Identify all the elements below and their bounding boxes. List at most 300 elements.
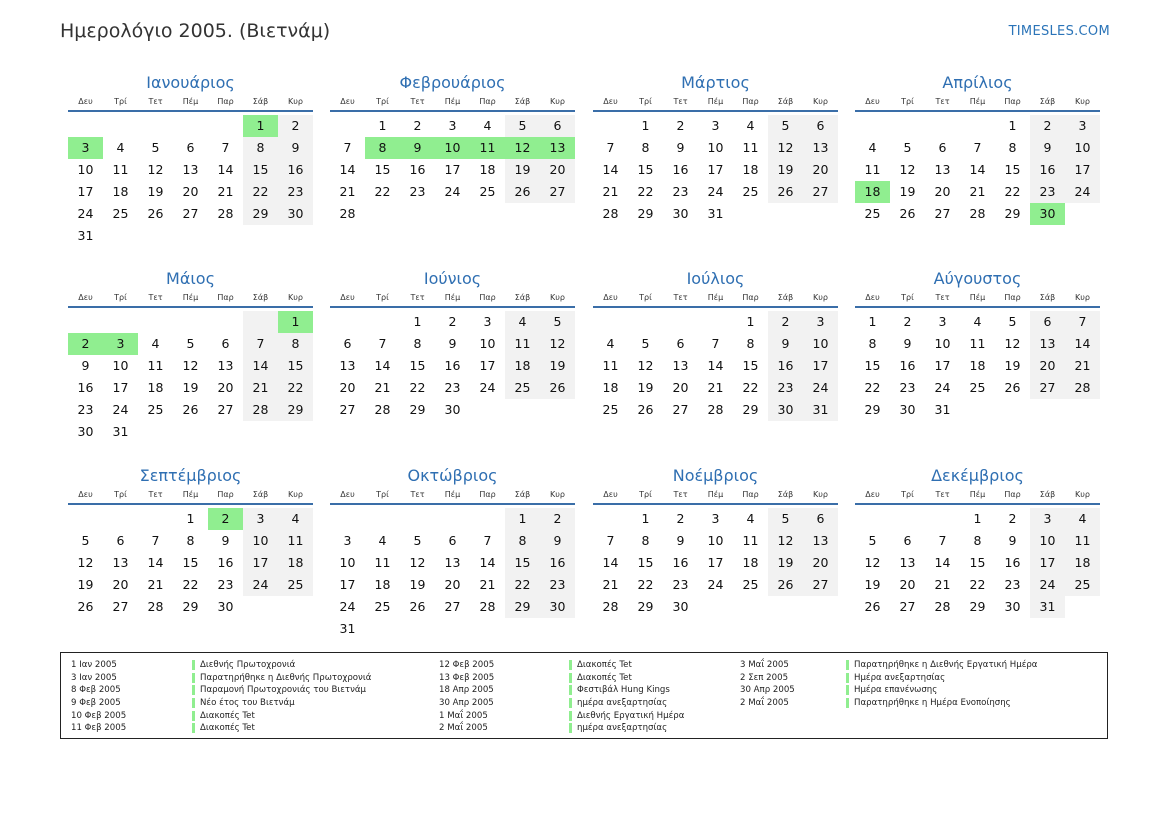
day-cell: 5 <box>903 140 912 155</box>
weekday-label: Τετ <box>935 293 950 302</box>
weekday-label: Τετ <box>935 490 950 499</box>
day-cell: 25 <box>1065 574 1100 596</box>
day-cell: 5 <box>540 311 575 333</box>
day-cell: 15 <box>409 358 426 373</box>
day-cell: 29 <box>278 399 313 421</box>
weekday-header <box>855 290 1100 308</box>
day-cell: 26 <box>147 206 164 221</box>
day-cell: 10 <box>1065 137 1100 159</box>
weekday-label: Παρ <box>217 293 234 302</box>
day-cell: 20 <box>1030 355 1065 377</box>
holiday-names-column <box>192 659 371 735</box>
day-cell: 3 <box>1030 508 1065 530</box>
day-cell: 25 <box>112 206 129 221</box>
day-cell: 4 <box>746 511 755 526</box>
weekday-label: Πέμ <box>969 490 986 499</box>
day-cell: 14 <box>707 358 724 373</box>
empty-cell <box>138 508 173 530</box>
day-cell: 26 <box>899 206 916 221</box>
holiday-date: 1 Μαΐ 2005 <box>439 710 488 721</box>
empty-cell <box>138 115 173 137</box>
weekday-label: Κυρ <box>1075 490 1090 499</box>
day-cell: 6 <box>903 533 912 548</box>
weekday-label: Παρ <box>742 97 759 106</box>
weekday-label: Σάβ <box>777 293 794 302</box>
day-cell: 30 <box>672 599 689 614</box>
day-cell: 18 <box>479 162 496 177</box>
day-cell: 21 <box>602 184 619 199</box>
day-cell: 1 <box>746 314 755 329</box>
month-name: Δεκέμβριος <box>931 466 1024 485</box>
day-cell: 16 <box>1030 159 1065 181</box>
day-cell: 16 <box>540 552 575 574</box>
day-cell: 6 <box>343 336 352 351</box>
day-cell: 16 <box>409 162 426 177</box>
empty-cell <box>628 311 663 333</box>
day-cell: 17 <box>803 355 838 377</box>
day-cell: 8 <box>1008 140 1017 155</box>
day-cell: 4 <box>151 336 160 351</box>
day-cell: 2 <box>676 511 685 526</box>
weekday-label: Δευ <box>865 293 880 302</box>
day-cell: 21 <box>1065 355 1100 377</box>
weekday-label: Πέμ <box>707 293 724 302</box>
day-cell: 20 <box>182 184 199 199</box>
month-block <box>855 465 1100 618</box>
day-cell: 3 <box>938 314 947 329</box>
day-cell: 3 <box>711 118 720 133</box>
day-cell: 28 <box>479 599 496 614</box>
weekday-label: Τετ <box>935 97 950 106</box>
day-cell: 15 <box>374 162 391 177</box>
day-cell: 2 <box>768 311 803 333</box>
weekday-label: Πέμ <box>444 490 461 499</box>
weekday-label: Τετ <box>148 293 163 302</box>
weekday-label: Σάβ <box>252 490 269 499</box>
day-cell: 21 <box>147 577 164 592</box>
day-cell: 1 <box>505 508 540 530</box>
day-cell: 12 <box>77 555 94 570</box>
day-cell: 5 <box>768 115 803 137</box>
day-cell: 4 <box>746 118 755 133</box>
day-cell: 29 <box>182 599 199 614</box>
month-block <box>330 268 575 421</box>
day-cell: 14 <box>147 555 164 570</box>
day-cell: 27 <box>672 402 689 417</box>
weekday-label: Τετ <box>410 293 425 302</box>
day-cell: 24 <box>479 380 496 395</box>
weekday-label: Σάβ <box>1039 293 1056 302</box>
month-block <box>68 465 313 618</box>
site-link[interactable]: TIMESLES.COM <box>1008 24 1110 39</box>
month-name: Σεπτέμβριος <box>139 466 242 485</box>
day-cell: 23 <box>278 181 313 203</box>
day-cell: 12 <box>147 162 164 177</box>
day-cell: 22 <box>742 380 759 395</box>
day-cell: 13 <box>672 358 689 373</box>
day-cell: 9 <box>1008 533 1017 548</box>
holiday-day-cell: 13 <box>540 137 575 159</box>
day-cell: 28 <box>374 402 391 417</box>
day-cell: 31 <box>934 402 951 417</box>
day-cell: 18 <box>147 380 164 395</box>
day-cell: 9 <box>448 336 457 351</box>
day-cell: 19 <box>182 380 199 395</box>
empty-cell <box>890 508 925 530</box>
day-cell: 29 <box>505 596 540 618</box>
holiday-day-cell: 1 <box>243 115 278 137</box>
day-cell: 3 <box>483 314 492 329</box>
day-cell: 20 <box>899 577 916 592</box>
day-cell: 14 <box>969 162 986 177</box>
day-cell: 27 <box>540 181 575 203</box>
day-cell: 7 <box>151 533 160 548</box>
day-cell: 10 <box>112 358 129 373</box>
day-cell: 19 <box>540 355 575 377</box>
weekday-label: Πέμ <box>182 293 199 302</box>
day-cell: 27 <box>803 574 838 596</box>
holiday-date: 11 Φεβ 2005 <box>71 723 127 734</box>
day-cell: 11 <box>374 555 391 570</box>
day-cell: 4 <box>973 314 982 329</box>
holiday-date: 30 Απρ 2005 <box>740 685 795 696</box>
day-cell: 24 <box>707 577 724 592</box>
day-cell: 29 <box>742 402 759 417</box>
day-cell: 28 <box>243 399 278 421</box>
weekday-label: Παρ <box>479 293 496 302</box>
day-cell: 10 <box>934 336 951 351</box>
day-cell: 13 <box>1030 333 1065 355</box>
weekday-label: Δευ <box>340 490 355 499</box>
day-cell: 21 <box>934 577 951 592</box>
day-cell: 16 <box>444 358 461 373</box>
day-cell: 14 <box>1065 333 1100 355</box>
day-cell: 12 <box>182 358 199 373</box>
day-grid <box>68 508 313 618</box>
day-cell: 27 <box>934 206 951 221</box>
day-cell: 4 <box>505 311 540 333</box>
day-cell: 27 <box>899 599 916 614</box>
day-cell: 10 <box>707 533 724 548</box>
day-cell: 25 <box>505 377 540 399</box>
day-cell: 27 <box>182 206 199 221</box>
month-name: Μάιος <box>166 269 215 288</box>
day-cell: 31 <box>803 399 838 421</box>
day-cell: 23 <box>672 577 689 592</box>
day-cell: 25 <box>602 402 619 417</box>
day-cell: 18 <box>742 162 759 177</box>
day-cell: 19 <box>77 577 94 592</box>
month-block <box>68 268 313 443</box>
day-cell: 30 <box>768 399 803 421</box>
day-cell: 7 <box>343 140 352 155</box>
day-cell: 20 <box>540 159 575 181</box>
holiday-day-cell: 8 <box>365 137 400 159</box>
weekday-header <box>855 487 1100 505</box>
day-cell: 31 <box>1030 596 1065 618</box>
day-cell: 19 <box>1004 358 1021 373</box>
weekday-label: Τρί <box>114 490 127 499</box>
weekday-header <box>330 290 575 308</box>
day-cell: 7 <box>378 336 387 351</box>
holiday-name: Ημέρα επανένωσης <box>846 685 937 695</box>
holiday-name: Φεστιβάλ Hung Kings <box>569 685 670 695</box>
day-cell: 23 <box>1030 181 1065 203</box>
day-cell: 28 <box>147 599 164 614</box>
day-cell: 18 <box>602 380 619 395</box>
empty-cell <box>925 115 960 137</box>
month-block <box>330 465 575 640</box>
day-cell: 7 <box>221 140 230 155</box>
weekday-label: Τρί <box>114 293 127 302</box>
empty-cell <box>208 115 243 137</box>
day-cell: 9 <box>540 530 575 552</box>
day-cell: 29 <box>637 206 654 221</box>
day-cell: 5 <box>81 533 90 548</box>
weekday-label: Πέμ <box>444 293 461 302</box>
day-cell: 3 <box>1065 115 1100 137</box>
day-cell: 14 <box>374 358 391 373</box>
day-cell: 20 <box>444 577 461 592</box>
day-cell: 14 <box>479 555 496 570</box>
weekday-label: Τετ <box>673 97 688 106</box>
holiday-day-cell: 1 <box>278 311 313 333</box>
day-cell: 24 <box>444 184 461 199</box>
empty-cell <box>103 508 138 530</box>
day-cell: 28 <box>602 599 619 614</box>
day-cell: 17 <box>339 577 356 592</box>
day-cell: 19 <box>409 577 426 592</box>
month-name: Απρίλιος <box>942 73 1013 92</box>
day-cell: 14 <box>602 162 619 177</box>
day-cell: 26 <box>182 402 199 417</box>
weekday-label: Δευ <box>78 293 93 302</box>
day-cell: 4 <box>378 533 387 548</box>
empty-cell <box>960 115 995 137</box>
day-cell: 1 <box>186 511 195 526</box>
day-cell: 8 <box>278 333 313 355</box>
day-cell: 22 <box>278 377 313 399</box>
day-cell: 13 <box>803 530 838 552</box>
day-cell: 28 <box>1065 377 1100 399</box>
day-cell: 2 <box>540 508 575 530</box>
day-cell: 11 <box>969 336 986 351</box>
day-cell: 26 <box>409 599 426 614</box>
day-cell: 11 <box>278 530 313 552</box>
empty-cell <box>470 508 505 530</box>
holiday-name: Ημέρα ανεξαρτησίας <box>846 673 945 683</box>
empty-cell <box>68 115 103 137</box>
weekday-label: Τρί <box>639 293 652 302</box>
day-cell: 22 <box>1004 184 1021 199</box>
day-cell: 21 <box>339 184 356 199</box>
weekday-label: Παρ <box>742 490 759 499</box>
day-cell: 19 <box>147 184 164 199</box>
day-cell: 31 <box>707 206 724 221</box>
day-grid <box>68 311 313 443</box>
weekday-label: Τρί <box>376 97 389 106</box>
weekday-label: Δευ <box>340 293 355 302</box>
day-cell: 21 <box>969 184 986 199</box>
empty-cell <box>365 311 400 333</box>
day-cell: 23 <box>768 377 803 399</box>
day-grid <box>68 115 313 247</box>
holiday-date: 12 Φεβ 2005 <box>439 660 495 671</box>
empty-cell <box>68 311 103 333</box>
day-grid <box>593 115 838 225</box>
day-cell: 13 <box>899 555 916 570</box>
day-cell: 17 <box>707 555 724 570</box>
day-cell: 22 <box>637 577 654 592</box>
day-cell: 8 <box>186 533 195 548</box>
empty-cell <box>698 311 733 333</box>
day-cell: 23 <box>899 380 916 395</box>
empty-cell <box>173 115 208 137</box>
day-cell: 20 <box>672 380 689 395</box>
day-cell: 4 <box>483 118 492 133</box>
day-cell: 8 <box>413 336 422 351</box>
day-cell: 19 <box>637 380 654 395</box>
day-grid <box>855 508 1100 618</box>
weekday-label: Παρ <box>217 97 234 106</box>
empty-cell <box>925 508 960 530</box>
month-block <box>68 72 313 247</box>
weekday-label: Σάβ <box>777 490 794 499</box>
holiday-dates-column <box>740 659 795 709</box>
weekday-label: Παρ <box>479 490 496 499</box>
day-cell: 17 <box>112 380 129 395</box>
day-cell: 7 <box>243 333 278 355</box>
day-cell: 25 <box>969 380 986 395</box>
day-cell: 31 <box>112 424 129 439</box>
month-name: Μάρτιος <box>681 73 750 92</box>
empty-cell <box>138 311 173 333</box>
day-cell: 29 <box>864 402 881 417</box>
day-cell: 21 <box>707 380 724 395</box>
day-cell: 25 <box>864 206 881 221</box>
weekday-label: Τρί <box>639 490 652 499</box>
holiday-name: Παρατηρήθηκε η Διεθνής Πρωτοχρονιά <box>192 673 371 683</box>
day-cell: 9 <box>278 137 313 159</box>
day-cell: 25 <box>742 577 759 592</box>
day-cell: 31 <box>339 621 356 636</box>
day-cell: 15 <box>969 555 986 570</box>
day-cell: 29 <box>637 599 654 614</box>
day-cell: 23 <box>1004 577 1021 592</box>
day-cell: 3 <box>343 533 352 548</box>
day-cell: 29 <box>969 599 986 614</box>
day-cell: 9 <box>1030 137 1065 159</box>
holiday-day-cell: 2 <box>208 508 243 530</box>
weekday-label: Παρ <box>479 97 496 106</box>
weekday-label: Πέμ <box>444 97 461 106</box>
day-cell: 15 <box>864 358 881 373</box>
day-cell: 2 <box>278 115 313 137</box>
holiday-date: 3 Μαΐ 2005 <box>740 660 789 671</box>
holiday-day-cell: 18 <box>855 181 890 203</box>
day-cell: 22 <box>505 574 540 596</box>
empty-cell <box>593 115 628 137</box>
day-cell: 30 <box>1004 599 1021 614</box>
weekday-label: Πέμ <box>707 490 724 499</box>
day-cell: 15 <box>505 552 540 574</box>
day-cell: 3 <box>711 511 720 526</box>
day-cell: 24 <box>112 402 129 417</box>
day-cell: 25 <box>742 184 759 199</box>
day-cell: 12 <box>864 555 881 570</box>
day-cell: 4 <box>868 140 877 155</box>
weekday-label: Παρ <box>1004 490 1021 499</box>
weekday-label: Πέμ <box>182 97 199 106</box>
holiday-date: 2 Μαΐ 2005 <box>740 698 789 709</box>
day-grid <box>855 115 1100 225</box>
day-cell: 26 <box>864 599 881 614</box>
holiday-date: 30 Απρ 2005 <box>439 698 494 709</box>
day-cell: 20 <box>934 184 951 199</box>
day-cell: 25 <box>147 402 164 417</box>
holiday-date: 18 Απρ 2005 <box>439 685 494 696</box>
day-cell: 11 <box>505 333 540 355</box>
day-cell: 21 <box>602 577 619 592</box>
day-cell: 29 <box>243 203 278 225</box>
day-cell: 30 <box>278 203 313 225</box>
day-cell: 6 <box>803 508 838 530</box>
weekday-label: Τετ <box>673 490 688 499</box>
empty-cell <box>103 115 138 137</box>
weekday-label: Δευ <box>603 293 618 302</box>
day-cell: 5 <box>868 533 877 548</box>
day-cell: 17 <box>1030 552 1065 574</box>
day-cell: 5 <box>768 508 803 530</box>
day-cell: 17 <box>77 184 94 199</box>
day-cell: 28 <box>602 206 619 221</box>
holiday-date: 10 Φεβ 2005 <box>71 710 127 721</box>
day-cell: 27 <box>1030 377 1065 399</box>
day-cell: 3 <box>243 508 278 530</box>
day-cell: 9 <box>903 336 912 351</box>
day-cell: 20 <box>112 577 129 592</box>
weekday-label: Σάβ <box>252 293 269 302</box>
day-cell: 11 <box>742 533 759 548</box>
day-cell: 31 <box>77 228 94 243</box>
day-cell: 12 <box>768 137 803 159</box>
weekday-label: Πέμ <box>969 97 986 106</box>
day-cell: 27 <box>112 599 129 614</box>
day-cell: 3 <box>448 118 457 133</box>
day-cell: 20 <box>803 552 838 574</box>
day-cell: 12 <box>899 162 916 177</box>
weekday-label: Τετ <box>673 293 688 302</box>
day-cell: 2 <box>676 118 685 133</box>
weekday-label: Δευ <box>865 97 880 106</box>
empty-cell <box>330 508 365 530</box>
empty-cell <box>400 508 435 530</box>
day-cell: 24 <box>707 184 724 199</box>
weekday-label: Δευ <box>603 97 618 106</box>
weekday-header <box>68 290 313 308</box>
day-grid <box>330 508 575 640</box>
day-cell: 22 <box>182 577 199 592</box>
holiday-dates-column <box>439 659 494 735</box>
holiday-date: 13 Φεβ 2005 <box>439 672 495 683</box>
empty-cell <box>855 508 890 530</box>
day-cell: 30 <box>899 402 916 417</box>
day-cell: 16 <box>278 159 313 181</box>
day-cell: 20 <box>217 380 234 395</box>
day-cell: 26 <box>768 574 803 596</box>
weekday-header <box>330 487 575 505</box>
day-cell: 6 <box>938 140 947 155</box>
